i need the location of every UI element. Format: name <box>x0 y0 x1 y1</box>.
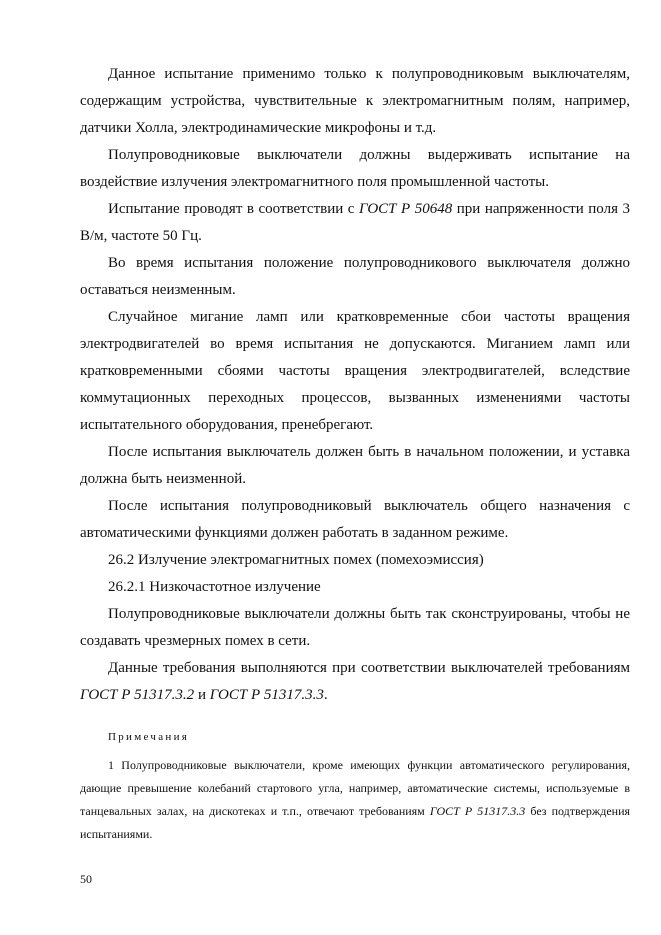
note-1 <box>80 754 630 846</box>
page-number: 50 <box>80 872 92 886</box>
text-fragment: и <box>194 687 210 703</box>
standard-reference: ГОСТ Р 51317.3.3 <box>429 804 526 818</box>
paragraph-compliance <box>80 655 630 709</box>
paragraph-withstand-requirement: Полупроводниковые выключатели должны выдерживать испытание на воздействие излучения электромагнитного поля промышленной частоты. <box>80 147 630 190</box>
paragraph-after-test-position: После испытания выключатель должен быть в начальном положении, и уставка должна быть неизменной. <box>80 444 630 487</box>
paragraph-position-unchanged: Во время испытания положение полупроводникового выключателя должно оставаться неизменным. <box>80 255 630 298</box>
paragraph-after-test-operation: После испытания полупроводниковый выключатель общего назначения с автоматическими функциями должен работать в заданном режиме. <box>80 498 630 541</box>
text-fragment: без подтверждения испытаниями. <box>80 804 631 841</box>
paragraph-flicker: Случайное мигание ламп или кратковременные сбои частоты вращения электродвигателей во время испытания не допускаются. Миганием ламп или кратковременными сбоями частоты вращения электродвигателей, вследствие коммутационных переходных процессов, вызванных изменениями частоты испытательного оборудования, пренебрегают. <box>80 309 630 433</box>
document-body <box>80 61 630 709</box>
paragraph-test-conditions <box>80 196 630 250</box>
paragraph-design-requirement: Полупроводниковые выключатели должны быть так сконструированы, чтобы не создавать чрезмерных помех в сети. <box>80 606 630 649</box>
text-fragment: при напряженности поля 3 В/м, частоте 50 Гц. <box>80 201 630 244</box>
standard-reference: ГОСТ Р 51317.3.3 <box>209 687 324 703</box>
standard-reference: ГОСТ Р 50648 <box>358 201 453 217</box>
text-fragment: Испытание проводят в соответствии с <box>108 201 359 217</box>
text-fragment: 1 Полупроводниковые выключатели, кроме имеющих функции автоматического регулирования, дающие превышение колебаний стартового угла, например, автоматические системы, используемые в танцевальных залах, на дискотеках и т.п., отвечают требованиям <box>80 758 630 818</box>
paragraph-test-applicability: Данное испытание применимо только к полупроводниковым выключателям, содержащим устройства, чувствительные к электромагнитным полям, например, датчики Холла, электродинамические микрофоны и т.д. <box>80 66 630 136</box>
notes-title: Примечания <box>108 731 190 743</box>
text-fragment: . <box>323 687 328 703</box>
standard-reference: ГОСТ Р 51317.3.2 <box>80 687 195 703</box>
section-heading-26-2-1: 26.2.1 Низкочастотное излучение <box>108 579 321 595</box>
notes-section <box>80 731 630 846</box>
text-fragment: Данные требования выполняются при соответствии выключателей требованиям <box>108 660 630 676</box>
section-heading-26-2: 26.2 Излучение электромагнитных помех (помехоэмиссия) <box>108 552 484 568</box>
